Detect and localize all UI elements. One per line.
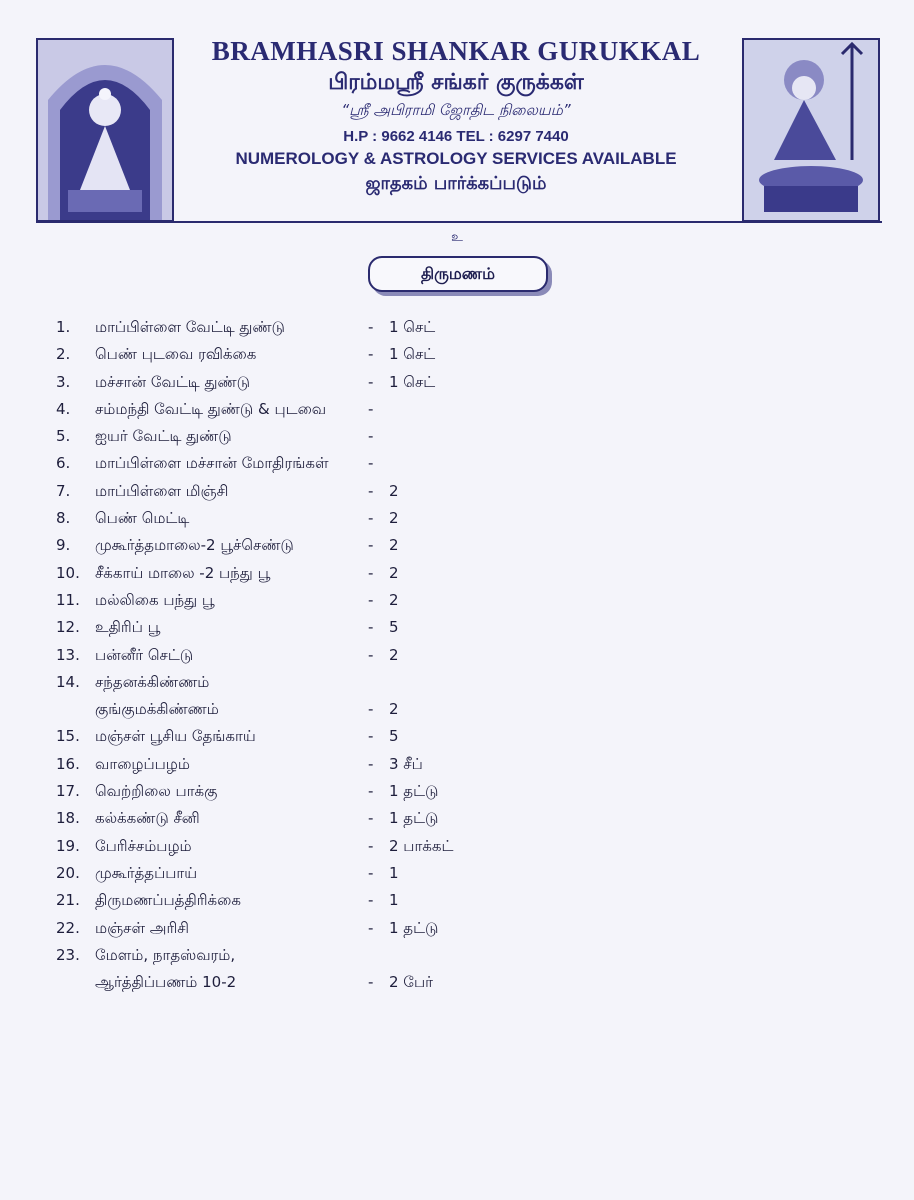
list-item	[0, 427, 914, 454]
list-item	[0, 345, 914, 372]
item-number: 10.	[56, 563, 80, 582]
item-quantity: 2	[389, 481, 399, 500]
item-quantity: 2 பாக்கட்	[389, 836, 454, 855]
item-name: சம்மந்தி வேட்டி துண்டு & புடவை	[95, 399, 327, 418]
item-dash: -	[368, 399, 374, 418]
item-dash: -	[368, 918, 374, 937]
list-item	[0, 891, 914, 918]
list-item	[0, 646, 914, 673]
item-dash: -	[368, 863, 374, 882]
item-number: 1.	[56, 318, 71, 336]
list-item	[0, 564, 914, 591]
list-item	[0, 482, 914, 509]
item-dash: -	[368, 345, 374, 364]
item-quantity: 3 சீப்	[389, 754, 423, 773]
item-name: முகூர்த்தப்பாய்	[95, 863, 198, 882]
item-number: 6.	[56, 454, 71, 473]
item-number: 3.	[56, 372, 71, 391]
list-item	[0, 700, 914, 727]
list-item	[0, 782, 914, 809]
item-quantity: 2	[389, 509, 399, 528]
item-quantity: 1 செட்	[389, 318, 436, 336]
business-name-tamil: பிரம்மஸ்ரீ சங்கர் குருக்கள்	[328, 70, 584, 95]
item-dash: -	[368, 809, 374, 828]
services-line-tamil: ஜாதகம் பார்க்கப்படும்	[365, 173, 547, 194]
item-dash: -	[368, 973, 374, 992]
item-number: 11.	[56, 590, 80, 609]
item-dash: -	[368, 590, 374, 609]
item-quantity: 5	[389, 727, 399, 746]
item-dash: -	[368, 645, 374, 664]
list-item	[0, 618, 914, 645]
item-number: 14.	[56, 672, 80, 691]
list-item	[0, 755, 914, 782]
header-divider	[36, 221, 882, 223]
shiva-image	[744, 40, 878, 220]
item-name: பேரிச்சம்பழம்	[95, 836, 192, 855]
list-item	[0, 318, 914, 345]
item-number: 12.	[56, 618, 80, 637]
items-list	[0, 318, 914, 1000]
item-number: 17.	[56, 782, 80, 801]
item-dash: -	[368, 481, 374, 500]
item-dash: -	[368, 700, 374, 719]
item-quantity: 1 செட்	[389, 345, 436, 364]
item-quantity: 2 பேர்	[389, 973, 433, 992]
item-dash: -	[368, 318, 374, 336]
item-number: 7.	[56, 481, 71, 500]
item-name: பெண் மெட்டி	[95, 509, 190, 528]
item-number: 9.	[56, 536, 71, 555]
list-item	[0, 673, 914, 700]
business-name: BRAMHASRI SHANKAR GURUKKAL	[211, 36, 701, 66]
pillaiyar-suzhi: உ	[451, 230, 463, 245]
item-number: 21.	[56, 891, 80, 910]
letterhead	[180, 32, 732, 198]
item-number: 15.	[56, 727, 80, 746]
item-name: குங்குமக்கிண்ணம்	[95, 700, 219, 719]
tagline: “ஸ்ரீ அபிராமி ஜோதிட நிலையம்”	[341, 101, 571, 119]
item-number: 5.	[56, 427, 71, 446]
item-dash: -	[368, 372, 374, 391]
item-number: 13.	[56, 645, 80, 664]
item-name: மாப்பிள்ளை வேட்டி துண்டு	[95, 318, 285, 336]
item-name: மல்லிகை பந்து பூ	[95, 590, 215, 609]
services-line: NUMEROLOGY & ASTROLOGY SERVICES AVAILABLE	[235, 149, 677, 168]
list-item	[0, 509, 914, 536]
item-dash: -	[368, 563, 374, 582]
item-name: மாப்பிள்ளை மச்சான் மோதிரங்கள்	[95, 454, 329, 473]
item-dash: -	[368, 618, 374, 637]
item-number: 22.	[56, 918, 80, 937]
deity-image-left	[36, 38, 174, 222]
item-name: மஞ்சள் பூசிய தேங்காய்	[95, 727, 256, 746]
item-number: 18.	[56, 809, 80, 828]
item-name: மச்சான் வேட்டி துண்டு	[95, 372, 250, 391]
list-item	[0, 454, 914, 481]
list-item	[0, 864, 914, 891]
item-name: மேளம், நாதஸ்வரம்,	[95, 945, 236, 964]
item-name: வெற்றிலை பாக்கு	[95, 782, 218, 801]
item-number: 16.	[56, 754, 80, 773]
item-number: 4.	[56, 399, 71, 418]
item-name: ஆர்த்திப்பணம் 10-2	[95, 973, 237, 992]
goddess-image	[38, 40, 172, 220]
item-dash: -	[368, 427, 374, 446]
item-quantity: 2	[389, 700, 399, 719]
list-item	[0, 809, 914, 836]
item-name: மஞ்சள் அரிசி	[95, 918, 190, 937]
item-name: முகூர்த்தமாலை-2 பூச்செண்டு	[95, 536, 294, 555]
item-dash: -	[368, 782, 374, 801]
list-item	[0, 919, 914, 946]
item-dash: -	[368, 536, 374, 555]
item-name: கல்க்கண்டு சீனி	[95, 809, 200, 828]
item-quantity: 1	[389, 863, 399, 882]
item-quantity: 2	[389, 590, 399, 609]
item-dash: -	[368, 836, 374, 855]
item-name: மாப்பிள்ளை மிஞ்சி	[95, 481, 229, 500]
item-name: சீக்காய் மாலை -2 பந்து பூ	[95, 563, 271, 582]
item-name: வாழைப்பழம்	[95, 754, 190, 773]
list-item	[0, 727, 914, 754]
item-dash: -	[368, 454, 374, 473]
list-item	[0, 837, 914, 864]
item-number: 19.	[56, 836, 80, 855]
item-quantity: 1 தட்டு	[389, 918, 439, 937]
item-number: 20.	[56, 863, 80, 882]
item-name: உதிரிப் பூ	[95, 618, 161, 637]
item-quantity: 5	[389, 618, 399, 637]
deity-image-right	[742, 38, 880, 222]
item-dash: -	[368, 509, 374, 528]
item-name: திருமணப்பத்திரிக்கை	[95, 891, 241, 910]
list-item	[0, 591, 914, 618]
item-dash: -	[368, 891, 374, 910]
phone-numbers: H.P : 9662 4146 TEL : 6297 7440	[343, 128, 569, 145]
item-quantity: 1 தட்டு	[389, 782, 439, 801]
list-item	[0, 973, 914, 1000]
item-quantity: 1 தட்டு	[389, 809, 439, 828]
item-quantity: 2	[389, 645, 399, 664]
item-dash: -	[368, 727, 374, 746]
item-number: 8.	[56, 509, 71, 528]
item-number: 23.	[56, 945, 80, 964]
item-number: 2.	[56, 345, 71, 364]
item-quantity: 1	[389, 891, 399, 910]
item-name: பன்னீர் செட்டு	[95, 645, 194, 664]
list-item	[0, 373, 914, 400]
item-name: ஐயர் வேட்டி துண்டு	[95, 427, 232, 446]
section-title: திருமணம்	[368, 256, 548, 292]
list-item	[0, 946, 914, 973]
item-quantity: 2	[389, 563, 399, 582]
item-name: பெண் புடவை ரவிக்கை	[95, 345, 257, 364]
list-item	[0, 400, 914, 427]
item-name: சந்தனக்கிண்ணம்	[95, 672, 210, 691]
item-quantity: 1 செட்	[389, 372, 436, 391]
list-item	[0, 536, 914, 563]
item-dash: -	[368, 754, 374, 773]
item-quantity: 2	[389, 536, 399, 555]
